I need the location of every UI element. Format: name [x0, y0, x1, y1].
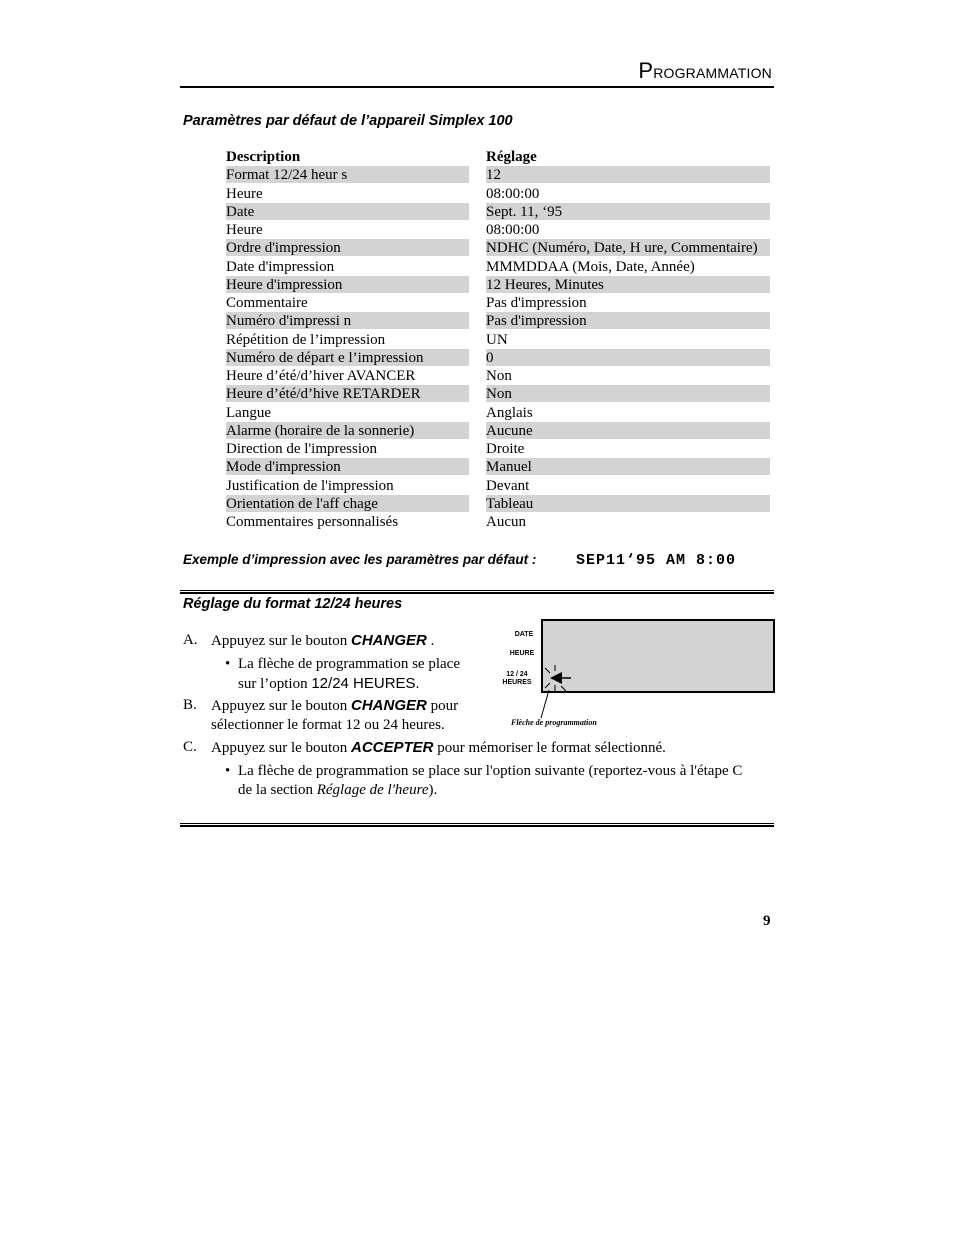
row-description: Commentaires personnalisés	[226, 514, 399, 530]
table-row	[226, 331, 770, 349]
row-setting: Non	[486, 385, 770, 402]
changer-button-label-b: CHANGER	[350, 697, 427, 714]
row-description: Heure	[226, 185, 263, 202]
header-rest: ROGRAMMATION	[653, 65, 772, 81]
row-description: Orientation de l'aff chage	[226, 495, 469, 512]
step-a-text: Appuyez sur le bouton	[211, 633, 351, 649]
row-setting: Devant	[486, 477, 530, 494]
table-row	[226, 513, 770, 531]
step-a-post: .	[426, 633, 435, 649]
table-row	[226, 367, 770, 385]
row-description: Numéro d'impressi n	[226, 312, 469, 329]
column-header-description: Description	[226, 149, 301, 165]
step-c-post: pour mémoriser le format sélectionné.	[433, 740, 666, 756]
blink-ray	[545, 668, 550, 673]
row-setting: 08:00:00	[486, 222, 540, 238]
table-row	[226, 312, 770, 330]
table-row	[226, 276, 770, 294]
page-number: 9	[763, 913, 771, 929]
table-row	[226, 203, 770, 221]
bullet-2-line2: de la section	[238, 782, 317, 798]
row-description: Ordre d'impression	[226, 239, 469, 256]
table-row	[226, 349, 770, 367]
row-description: Justification de l'impression	[226, 477, 394, 494]
row-description: Mode d'impression	[226, 458, 469, 475]
row-description: Alarme (horaire de la sonnerie)	[226, 422, 469, 439]
row-description: Date	[226, 203, 469, 220]
row-setting: Pas d'impression	[486, 312, 770, 329]
bullet-2	[238, 762, 774, 800]
row-description: Commentaire	[226, 295, 308, 311]
table-row	[226, 258, 770, 276]
step-b-post: pour	[426, 698, 459, 714]
table-header-row	[226, 148, 770, 166]
bullet-2-post: ).	[428, 782, 438, 798]
accepter-button-label: ACCEPTER	[350, 739, 434, 756]
bullet-marker-1: •	[225, 656, 231, 672]
figure-label-heure: HEURE	[509, 650, 535, 657]
row-setting: Non	[486, 368, 512, 384]
table-row	[226, 221, 770, 239]
row-setting: Droite	[486, 441, 525, 457]
table-row	[226, 404, 770, 422]
row-setting: Anglais	[486, 404, 533, 421]
section-rule-bottom	[180, 823, 774, 827]
row-setting: NDHC (Numéro, Date, H ure, Commentaire)	[486, 239, 770, 256]
step-b	[183, 696, 483, 736]
table-row	[226, 458, 770, 476]
row-setting: 12 Heures, Minutes	[486, 276, 770, 293]
row-setting: UN	[486, 331, 508, 348]
figure-label-12-24-line2: HEURES	[502, 679, 532, 686]
step-a	[183, 631, 483, 651]
leader-line	[541, 690, 549, 718]
format-section-title: Réglage du format 12/24 heures	[183, 596, 403, 612]
step-b-label: B.	[183, 697, 197, 713]
programming-arrow-icon	[535, 660, 580, 720]
row-description: Répétition de l’impression	[226, 331, 386, 348]
table-row	[226, 477, 770, 495]
row-setting: Sept. 11, ‘95	[486, 203, 770, 220]
table-row	[226, 239, 770, 257]
row-setting: MMMDDAA (Mois, Date, Année)	[486, 258, 695, 275]
row-setting: Aucune	[486, 422, 770, 439]
step-a-label: A.	[183, 632, 198, 648]
row-description: Heure d’été/d’hive RETARDER	[226, 385, 469, 402]
arrow-head	[550, 672, 562, 684]
row-description: Heure d'impression	[226, 276, 469, 293]
table-row	[226, 385, 770, 403]
table-row	[226, 294, 770, 312]
row-setting: Aucun	[486, 514, 526, 530]
example-label: Exemple d’impression avec les paramètres par défaut :	[183, 552, 537, 567]
table-row	[226, 422, 770, 440]
step-c-text: Appuyez sur le bouton	[211, 740, 351, 756]
step-c-label: C.	[183, 739, 197, 755]
figure-label-12-24-line1: 12 / 24	[506, 671, 528, 678]
running-header	[638, 58, 772, 84]
row-setting: 08:00:00	[486, 185, 540, 202]
row-setting: 12	[486, 166, 770, 183]
row-description: Direction de l'impression	[226, 441, 378, 457]
header-rule	[180, 86, 774, 88]
bullet-1-line2: sur l’option	[238, 676, 312, 692]
bullet-marker-2: •	[225, 763, 231, 779]
column-header-setting: Réglage	[486, 149, 537, 165]
table-row	[226, 495, 770, 513]
defaults-section-title: Paramètres par défaut de l’appareil Simplex 100	[183, 113, 513, 129]
row-description: Numéro de départ e l’impression	[226, 349, 469, 366]
example-value: SEP11‘95 AM 8:00	[576, 552, 737, 569]
table-row	[226, 185, 770, 203]
row-setting: Pas d'impression	[486, 295, 587, 311]
bullet-2-line1: La flèche de programmation se place sur l'option suivante (reportez-vous à l'étape C	[238, 763, 743, 779]
table-row	[226, 166, 770, 184]
step-c	[183, 738, 773, 758]
row-setting: Manuel	[486, 458, 770, 475]
row-description: Date d'impression	[226, 258, 335, 275]
header-initial: P	[638, 58, 654, 83]
option-12-24-heures: 12/24 HEURES	[311, 675, 416, 692]
row-description: Heure d’été/d’hiver AVANCER	[226, 368, 416, 384]
figure-label-date: DATE	[514, 631, 534, 638]
blink-ray	[545, 683, 550, 688]
figure-label-12-24	[499, 671, 535, 687]
table-row	[226, 440, 770, 458]
row-description: Heure	[226, 222, 263, 238]
row-description: Format 12/24 heur s	[226, 166, 469, 183]
bullet-1	[238, 655, 488, 694]
row-setting: 0	[486, 349, 770, 366]
changer-button-label: CHANGER	[350, 632, 427, 649]
section-reference: Réglage de l'heure	[316, 782, 429, 798]
figure-caption: Flèche de programmation	[511, 718, 597, 727]
step-b-text: Appuyez sur le bouton	[211, 698, 351, 714]
step-b-line2: sélectionner le format 12 ou 24 heures.	[211, 717, 445, 733]
bullet-1-line1: La flèche de programmation se place	[238, 656, 460, 672]
blink-ray	[561, 686, 566, 691]
section-rule-top	[180, 590, 774, 594]
bullet-1-post: .	[415, 676, 420, 692]
row-setting: Tableau	[486, 495, 770, 512]
row-description: Langue	[226, 404, 271, 421]
